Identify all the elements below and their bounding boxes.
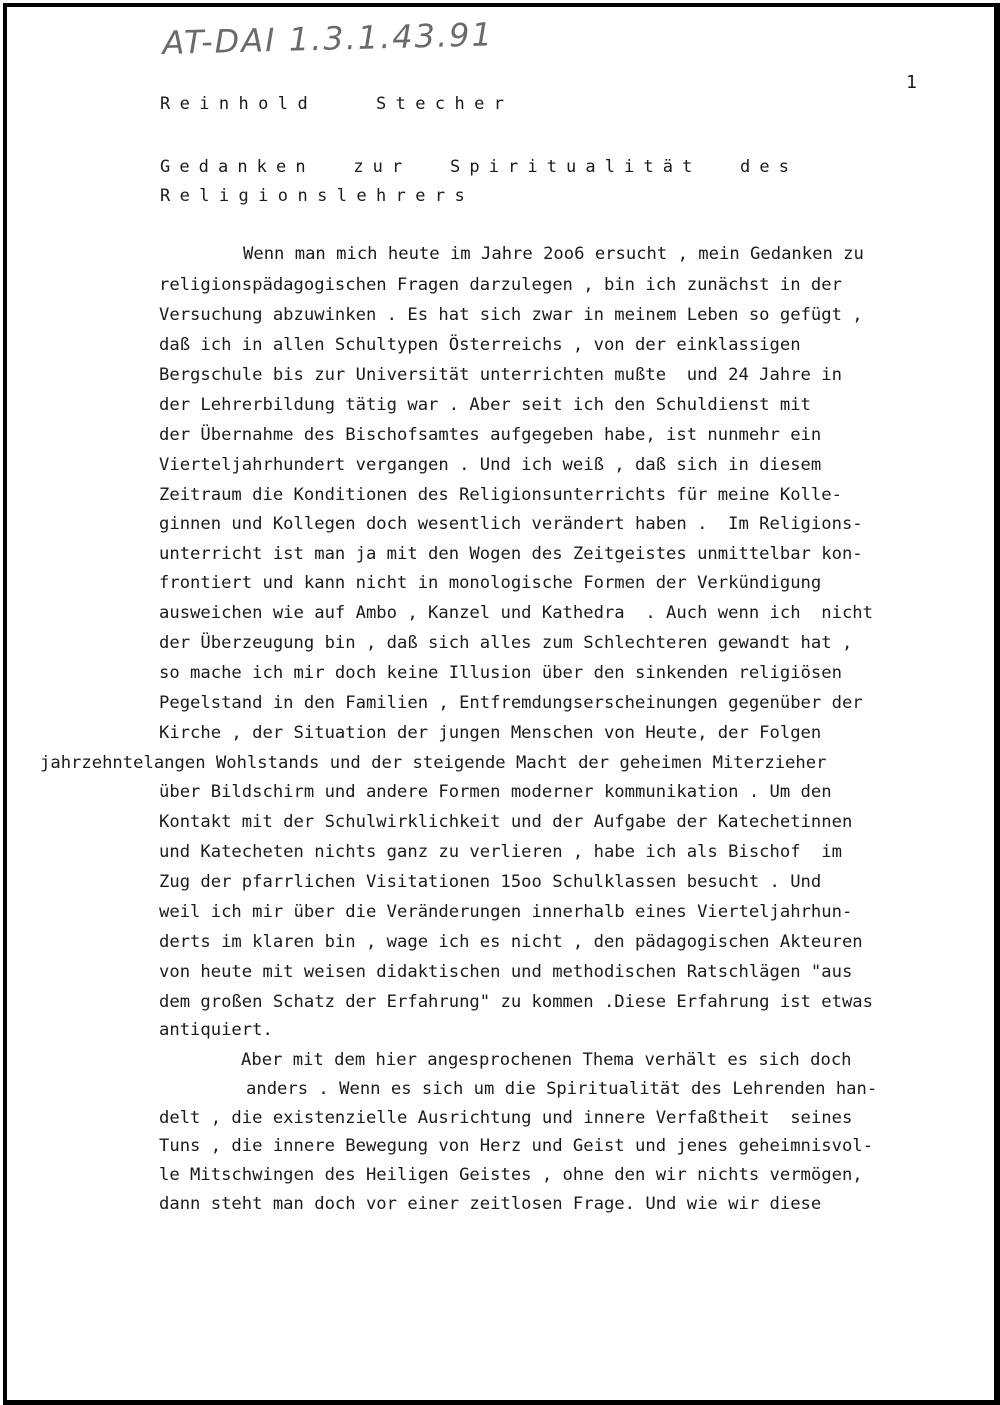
body-line: dem großen Schatz der Erfahrung" zu kommen .Diese Erfahrung ist etwas bbox=[159, 992, 873, 1012]
body-line: daß ich in allen Schultypen Österreichs , von der einklassigen bbox=[159, 335, 801, 355]
body-line: Kirche , der Situation der jungen Menschen von Heute, der Folgen bbox=[159, 723, 822, 743]
body-line: Versuchung abzuwinken . Es hat sich zwar in meinem Leben so gefügt , bbox=[159, 305, 863, 325]
body-line: Wenn man mich heute im Jahre 2oo6 ersucht , mein Gedanken zu bbox=[243, 244, 864, 264]
body-line: der Übernahme des Bischofsamtes aufgegeben habe, ist nunmehr ein bbox=[159, 425, 822, 445]
title-line-2: Religionslehrers bbox=[160, 186, 475, 206]
body-line: Tuns , die innere Bewegung von Herz und Geist und jenes geheimnisvol- bbox=[159, 1136, 873, 1156]
body-line: ausweichen wie auf Ambo , Kanzel und Kathedra . Auch wenn ich nicht bbox=[159, 603, 873, 623]
body-line: weil ich mir über die Veränderungen innerhalb eines Vierteljahrhun- bbox=[159, 902, 853, 922]
body-line: frontiert und kann nicht in monologische Formen der Verkündigung bbox=[159, 573, 822, 593]
body-line: Pegelstand in den Familien , Entfremdungserscheinungen gegenüber der bbox=[159, 693, 863, 713]
body-line: und Katecheten nichts ganz zu verlieren , habe ich als Bischof im bbox=[159, 842, 842, 862]
body-line: Zug der pfarrlichen Visitationen 15oo Schulklassen besucht . Und bbox=[159, 872, 822, 892]
body-line: der Überzeugung bin , daß sich alles zum Schlechteren gewandt hat , bbox=[159, 633, 853, 653]
body-line: delt , die existenzielle Ausrichtung und innere Verfaßtheit seines bbox=[159, 1108, 853, 1128]
body-line: unterricht ist man ja mit den Wogen des Zeitgeistes unmittelbar kon- bbox=[159, 544, 863, 564]
body-line: über Bildschirm und andere Formen moderner kommunikation . Um den bbox=[159, 782, 832, 802]
body-line: von heute mit weisen didaktischen und methodischen Ratschlägen "aus bbox=[159, 962, 853, 982]
page-number: 1 bbox=[906, 72, 917, 93]
body-line: derts im klaren bin , wage ich es nicht , den pädagogischen Akteuren bbox=[159, 932, 863, 952]
body-line: Bergschule bis zur Universität unterrichten mußte und 24 Jahre in bbox=[159, 365, 842, 385]
body-line: antiquiert. bbox=[159, 1020, 273, 1040]
body-line: ginnen und Kollegen doch wesentlich verändert haben . Im Religions- bbox=[159, 514, 863, 534]
body-line: Vierteljahrhundert vergangen . Und ich weiß , daß sich in diesem bbox=[159, 455, 822, 475]
body-line: Aber mit dem hier angesprochenen Thema verhält es sich doch bbox=[241, 1050, 852, 1070]
body-line: dann steht man doch vor einer zeitlosen Frage. Und wie wir diese bbox=[159, 1194, 822, 1214]
body-line: Zeitraum die Konditionen des Religionsunterrichts für meine Kolle- bbox=[159, 485, 842, 505]
body-line: Kontakt mit der Schulwirklichkeit und der Aufgabe der Katechetinnen bbox=[159, 812, 853, 832]
body-line: so mache ich mir doch keine Illusion über den sinkenden religiösen bbox=[159, 663, 842, 683]
body-line: anders . Wenn es sich um die Spiritualität des Lehrenden han- bbox=[246, 1079, 878, 1099]
body-line: der Lehrerbildung tätig war . Aber seit ich den Schuldienst mit bbox=[159, 395, 811, 415]
handwritten-archive-code: AT-DAI 1.3.1.43.91 bbox=[162, 15, 495, 62]
title-line-1: Gedanken zur Spiritualität des bbox=[160, 157, 799, 177]
author-name: Reinhold Stecher bbox=[160, 94, 514, 114]
body-line: jahrzehntelangen Wohlstands und der steigende Macht der geheimen Miterzieher bbox=[40, 753, 827, 773]
body-line: religionspädagogischen Fragen darzulegen , bin ich zunächst in der bbox=[159, 275, 842, 295]
body-line: le Mitschwingen des Heiligen Geistes , ohne den wir nichts vermögen, bbox=[159, 1165, 863, 1185]
